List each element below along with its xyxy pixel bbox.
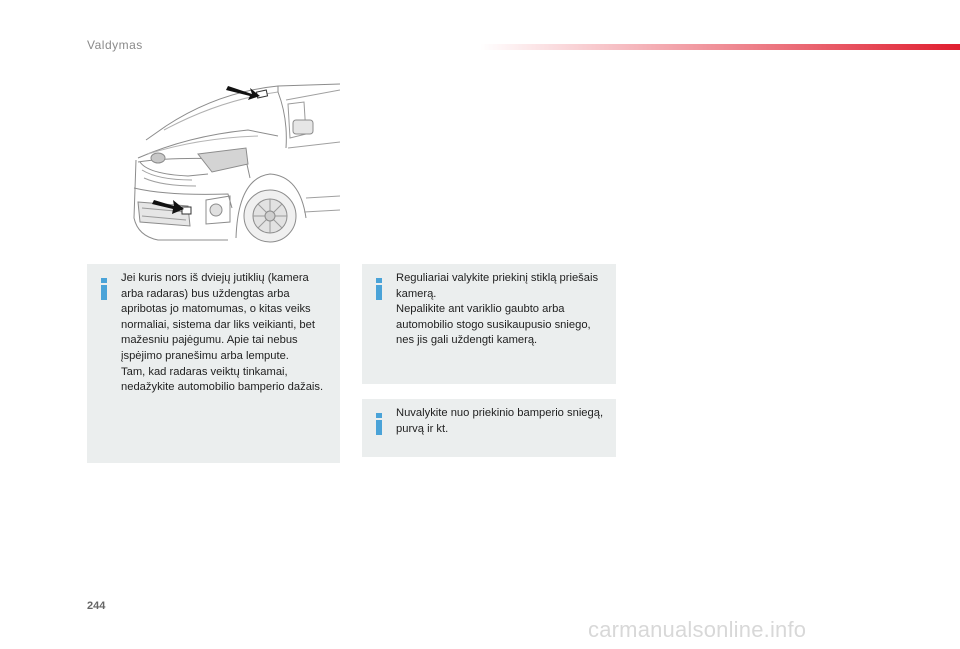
info-note-clean-windshield	[362, 264, 616, 384]
section-title: Valdymas	[87, 38, 143, 52]
info-icon	[101, 278, 107, 300]
watermark: carmanualsonline.info	[588, 617, 807, 642]
header-accent-bar	[480, 44, 960, 50]
info-note-text	[396, 271, 606, 349]
note-paragraph: Reguliariai valykite priekinį stiklą priešais kamerą.	[396, 272, 599, 300]
note-paragraph: Nepalikite ant variklio gaubto arba automobilio stogo susikaupusio sniego, nes jis gali uždengti kamerą.	[396, 303, 591, 347]
info-note-clean-bumper	[362, 399, 616, 457]
note-paragraph: Nuvalykite nuo priekinio bamperio sniegą, purvą ir kt.	[396, 407, 604, 435]
note-paragraph: Tam, kad radaras veiktų tinkamai, nedažykite automobilio bamperio dažais.	[121, 365, 324, 394]
info-icon	[376, 278, 382, 300]
van-front-illustration	[128, 78, 340, 248]
note-paragraph: Jei kuris nors iš dviejų jutiklių (kamera arba radaras) bus uždengtas arba apribotas jo matomumas, o kitas veiks normaliai, sistema dar liks veikianti, bet mažesniu pajėgumu. Apie tai nebus įspėjimo pranešimu arba lempute.	[121, 272, 315, 362]
info-icon	[376, 413, 382, 435]
info-note-text	[121, 271, 330, 396]
info-note-sensor-blocked	[87, 264, 340, 463]
windshield-camera-marker	[256, 90, 267, 98]
page-number: 244	[87, 600, 106, 612]
info-note-text	[396, 406, 606, 437]
